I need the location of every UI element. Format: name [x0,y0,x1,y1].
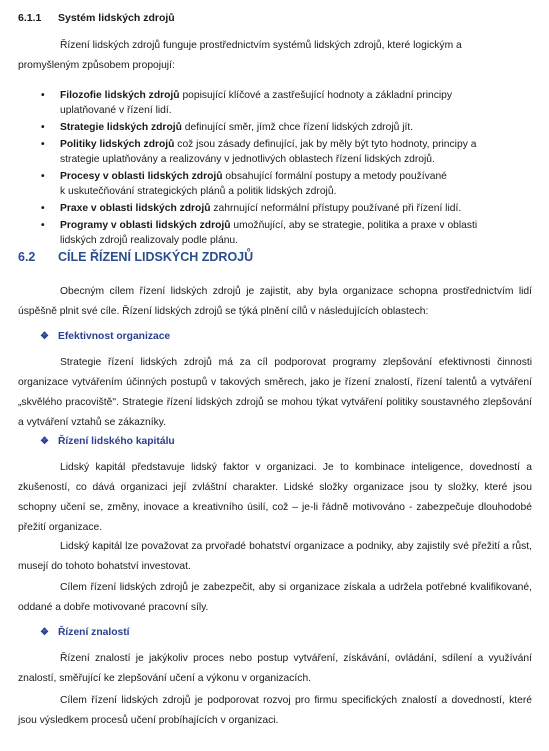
bullet-icon: • [41,90,45,101]
bullet-icon: • [41,220,45,231]
goals-intro-paragraph: Obecným cílem řízení lidských zdrojů je zajistit, aby byla organizace schopna prostřednictvím lidí úspěšně plnit své cíle. Řízení lidských zdrojů se týká plnění cílů v následujících oblastech: [18,286,532,317]
efektivnost-paragraph: Strategie řízení lidských zdrojů má za cíl podporovat programy zlepšování efektivnosti činnosti organizace vytvářením účinných postupů v takových směrech, jako je řízení znalostí, řízení talentů a vytváření „skvělého pracoviště". Strategie řízení lidských zdrojů se mohou týkat vytváření politiky soustavného zlepšování a vytváření vztahů se zákazníky. [18,357,532,428]
list-item: • Strategie lidských zdrojů definující směr, jímž chce řízení lidských zdrojů jít. [41,122,414,133]
znalosti-paragraph-2: Cílem řízení lidských zdrojů je podporovat rozvoj pro firmu specifických znalostí a dovedností, které jsou výsledkem procesů učení probíhajících v organizaci. [18,695,532,726]
diamond-bullet-icon: ❖ [40,627,49,638]
kapital-paragraph-2: Lidský kapitál lze považovat za prvořadé bohatství organizace a podniky, aby zajistily své přežití a růst, musejí do tohoto bohatství investovat. [18,541,532,572]
list-item: • Procesy v oblasti lidských zdrojů obsahující formální postupy a metody používané k uskutečňování strategických plánů a politik lidských zdrojů. [41,171,447,197]
section-6-1-1-heading [18,12,175,24]
intro-paragraph-line2: promyšleným způsobem propojují: [18,60,175,71]
kapital-paragraph-1: Lidský kapitál představuje lidský faktor v organizaci. Je to kombinace inteligence, dovedností a zkušeností, co dává organizaci její zvláštní charakter. Lidské složky organizace jsou ty složky, které jsou schopny učení se, změny, inovace a kreativního úsilí, což – je-li řádně motivováno - zabezpečuje dlouhodobé přežití organizace. [18,462,532,533]
section-number: 6.2 [18,250,36,264]
intro-paragraph-line1: Řízení lidských zdrojů funguje prostřednictvím systémů lidských zdrojů, které logickým a [60,40,462,51]
bullet-icon: • [41,122,45,133]
subheading-znalosti: ❖ Řízení znalostí [40,627,130,638]
list-item: • Filozofie lidských zdrojů popisující klíčové a zastřešující hodnoty a základní principy uplatňované v řízení lidí. [41,90,453,116]
section-6-2-heading [18,250,253,264]
diamond-bullet-icon: ❖ [40,436,49,447]
list-item: • Politiky lidských zdrojů což jsou zásady definující, jak by měly být tyto hodnoty, principy a strategie uplatňovány a realizovány v jednotlivých oblastech řízení lidských zdrojů. [41,139,477,165]
bullet-icon: • [41,139,45,150]
list-item: • Praxe v oblasti lidských zdrojů zahrnující neformální přístupy používané při řízení lidí. [41,203,462,214]
section-number: 6.1.1 [18,12,42,24]
bullet-icon: • [41,203,45,214]
subheading-efektivnost: ❖ Efektivnost organizace [40,331,171,342]
subheading-kapital: ❖ Řízení lidského kapitálu [40,436,175,447]
list-item: • Programy v oblasti lidských zdrojů umožňující, aby se strategie, politika a praxe v oblasti lidských zdrojů realizovaly podle plánu. [41,220,478,246]
section-title: CÍLE ŘÍZENÍ LIDSKÝCH ZDROJŮ [58,250,254,264]
bullet-list [18,88,518,250]
diamond-bullet-icon: ❖ [40,331,49,342]
kapital-paragraph-3: Cílem řízení lidských zdrojů je zabezpečit, aby si organizace získala a udržela potřebné kvalifikované, oddané a dobře motivované pracovní síly. [18,582,532,613]
znalosti-paragraph-1: Řízení znalostí je jakýkoliv proces nebo postup vytváření, získávání, ovládání, sdílení a využívání znalostí, směřující ke zlepšování učení a výkonu v organizacích. [18,653,532,684]
bullet-icon: • [41,171,45,182]
section-title: Systém lidských zdrojů [58,12,175,24]
